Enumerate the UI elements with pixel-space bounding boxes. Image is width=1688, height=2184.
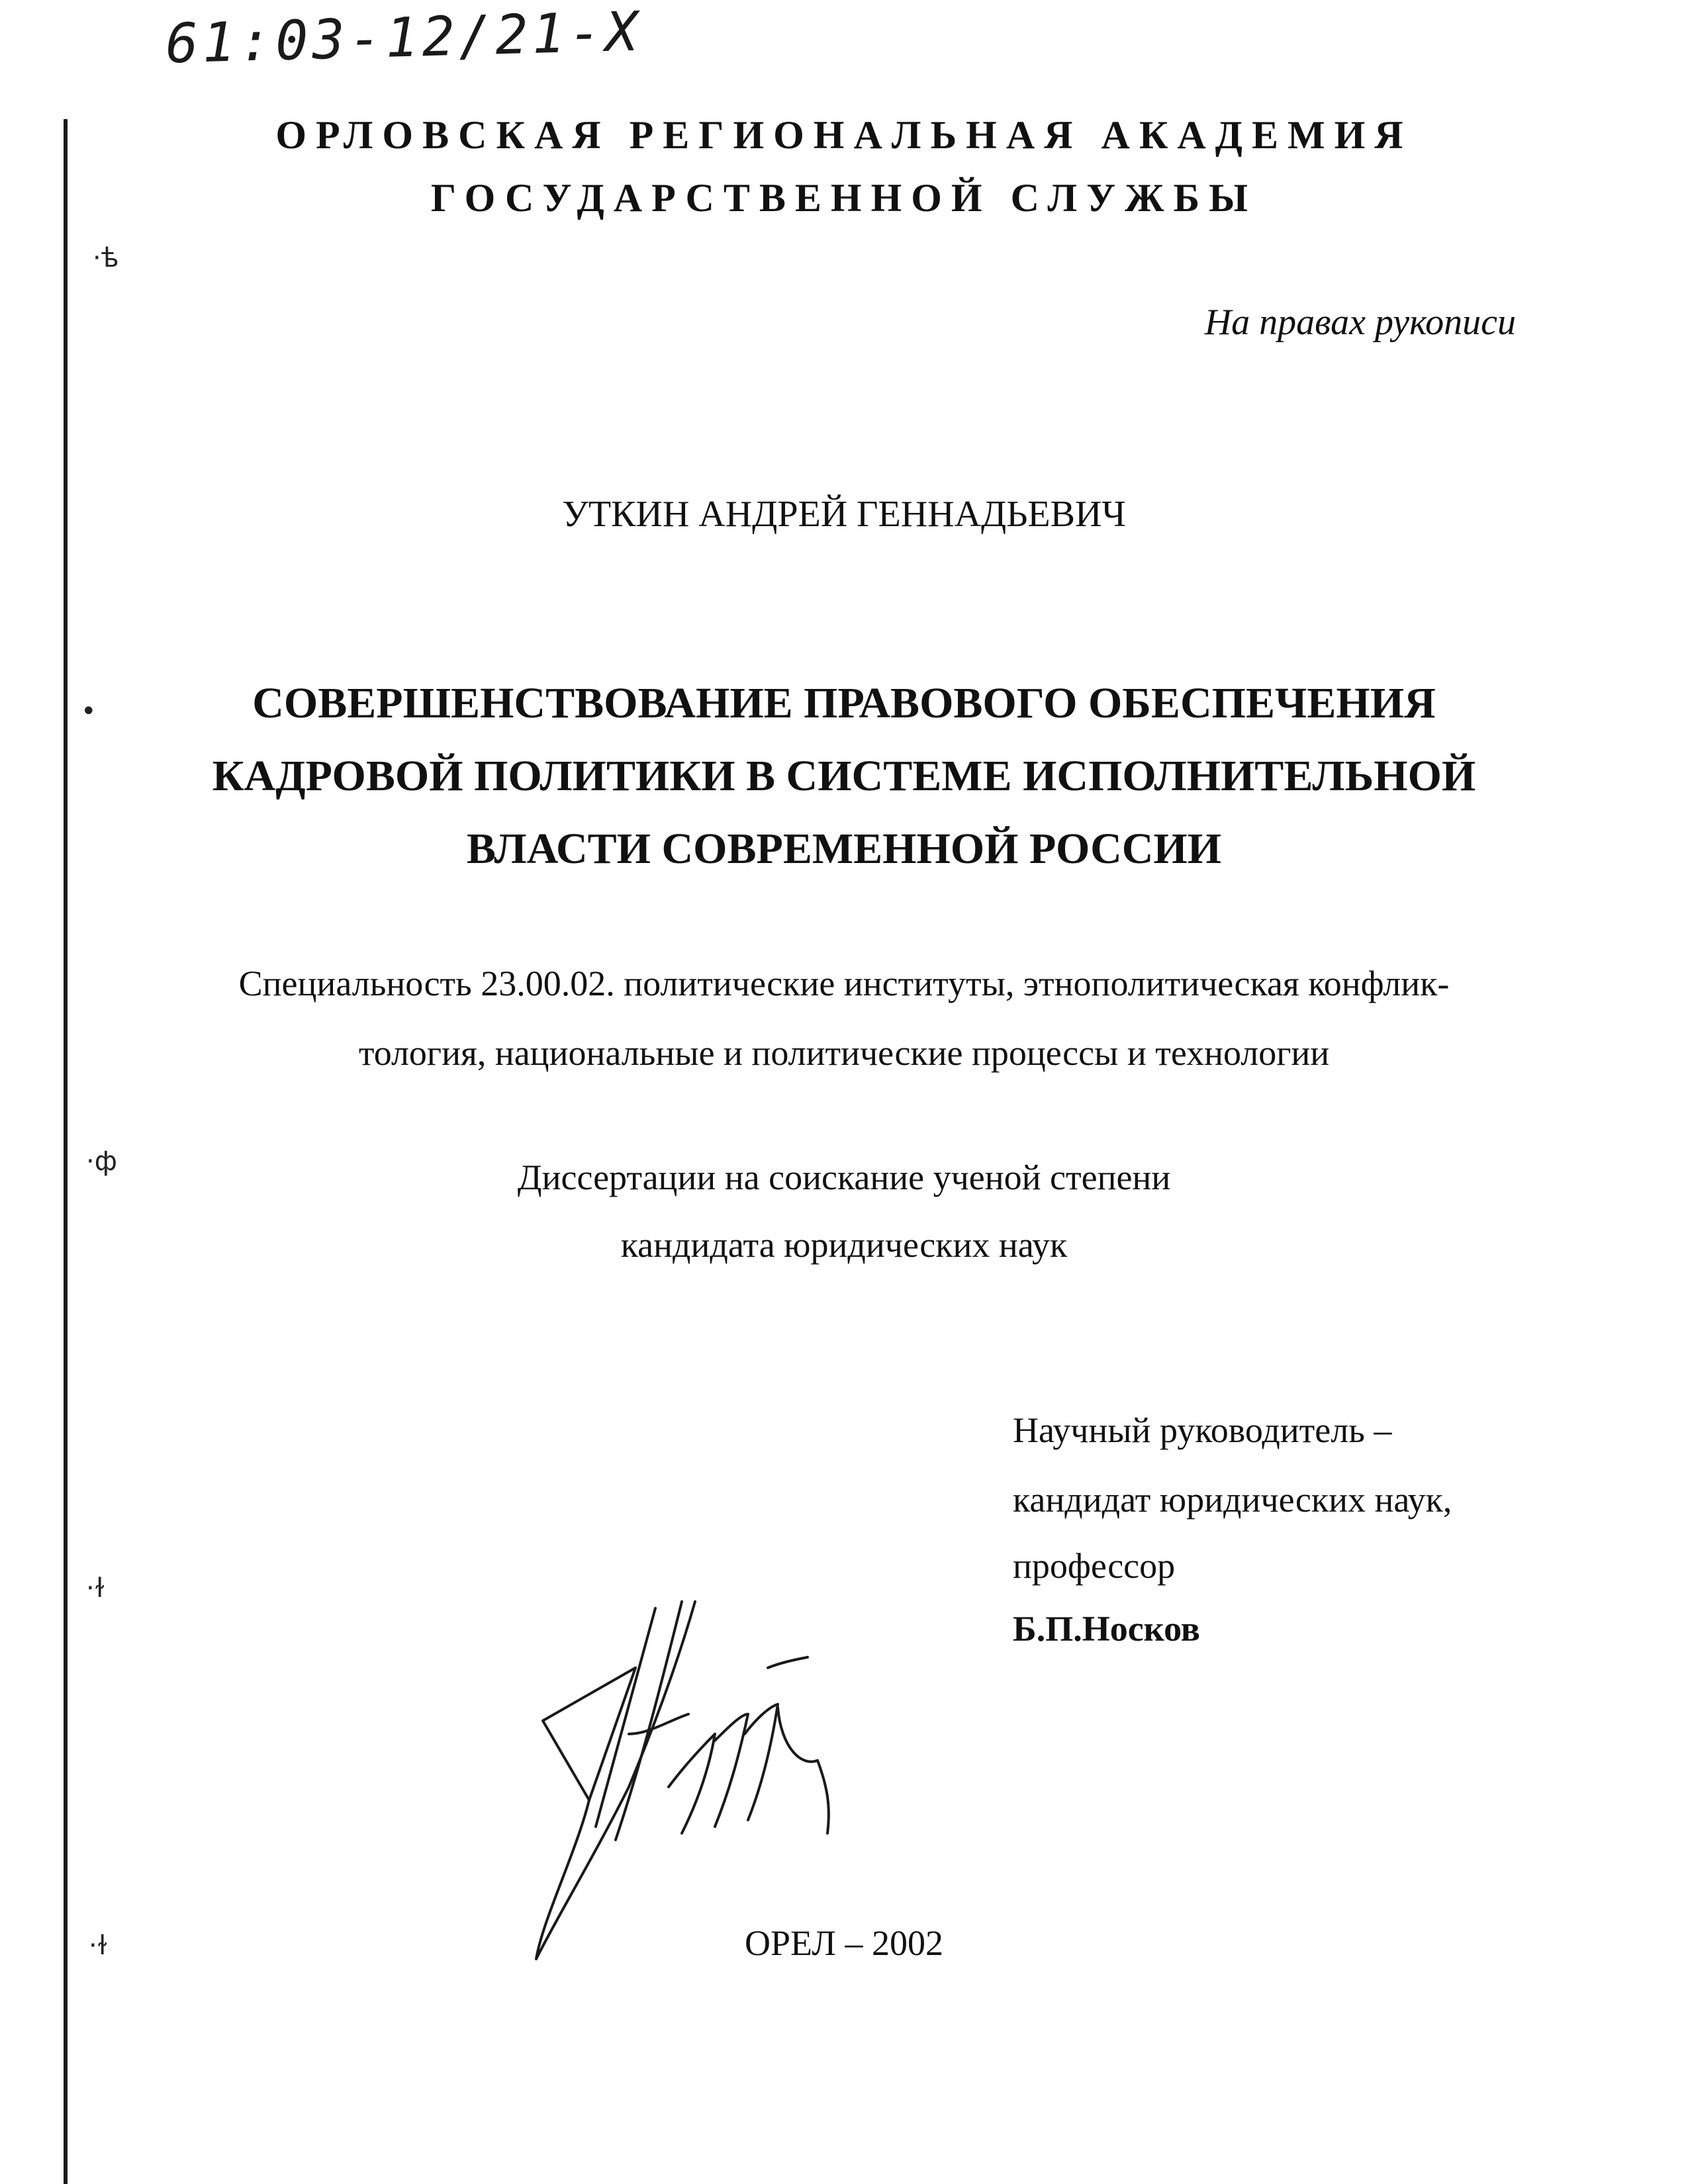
supervisor-rank: профессор bbox=[1013, 1546, 1176, 1586]
specialty-line-2: тология, национальные и политические процессы и технологии bbox=[358, 1033, 1330, 1073]
dissertation-title-line-2: КАДРОВОЙ ПОЛИТИКИ В СИСТЕМЕ ИСПОЛНИТЕЛЬНОЙ bbox=[212, 752, 1476, 800]
organization-line-1: ОРЛОВСКАЯ РЕГИОНАЛЬНАЯ АКАДЕМИЯ bbox=[275, 113, 1413, 157]
supervisor-role: Научный руководитель – bbox=[1013, 1410, 1392, 1450]
scan-speck: ·ѣ bbox=[93, 243, 119, 273]
dissertation-title-line-1: СОВЕРШЕНСТВОВАНИЕ ПРАВОВОГО ОБЕСПЕЧЕНИЯ bbox=[252, 679, 1436, 727]
scan-speck: ·ɫ bbox=[86, 1573, 105, 1604]
supervisor-name: Б.П.Носков bbox=[1013, 1609, 1200, 1649]
scan-speck: ·ɫ bbox=[89, 1931, 108, 1961]
scan-speck: • bbox=[81, 696, 97, 727]
organization-line-2: ГОСУДАРСТВЕННОЙ СЛУЖБЫ bbox=[430, 176, 1258, 220]
dissertation-title-line-3: ВЛАСТИ СОВРЕМЕННОЙ РОССИИ bbox=[466, 825, 1222, 873]
scan-binding-edge bbox=[64, 119, 68, 2184]
author-name: УТКИН АНДРЕЙ ГЕННАДЬЕВИЧ bbox=[562, 494, 1126, 535]
supervisor-degree: кандидат юридических наук, bbox=[1013, 1480, 1452, 1520]
degree-statement-line-2: кандидата юридических наук bbox=[620, 1225, 1068, 1265]
scan-speck: ·ф bbox=[86, 1146, 117, 1177]
degree-statement-line-1: Диссертации на соискание ученой степени bbox=[517, 1158, 1171, 1197]
city-and-year: ОРЕЛ – 2002 bbox=[745, 1923, 943, 1963]
specialty-line-1: Специальность 23.00.02. политические институты, этнополитическая конфлик- bbox=[238, 964, 1450, 1003]
manuscript-rights-note: На правах рукописи bbox=[1204, 302, 1516, 343]
handwritten-catalog-number: 61:03-12/21-X bbox=[164, 0, 643, 76]
